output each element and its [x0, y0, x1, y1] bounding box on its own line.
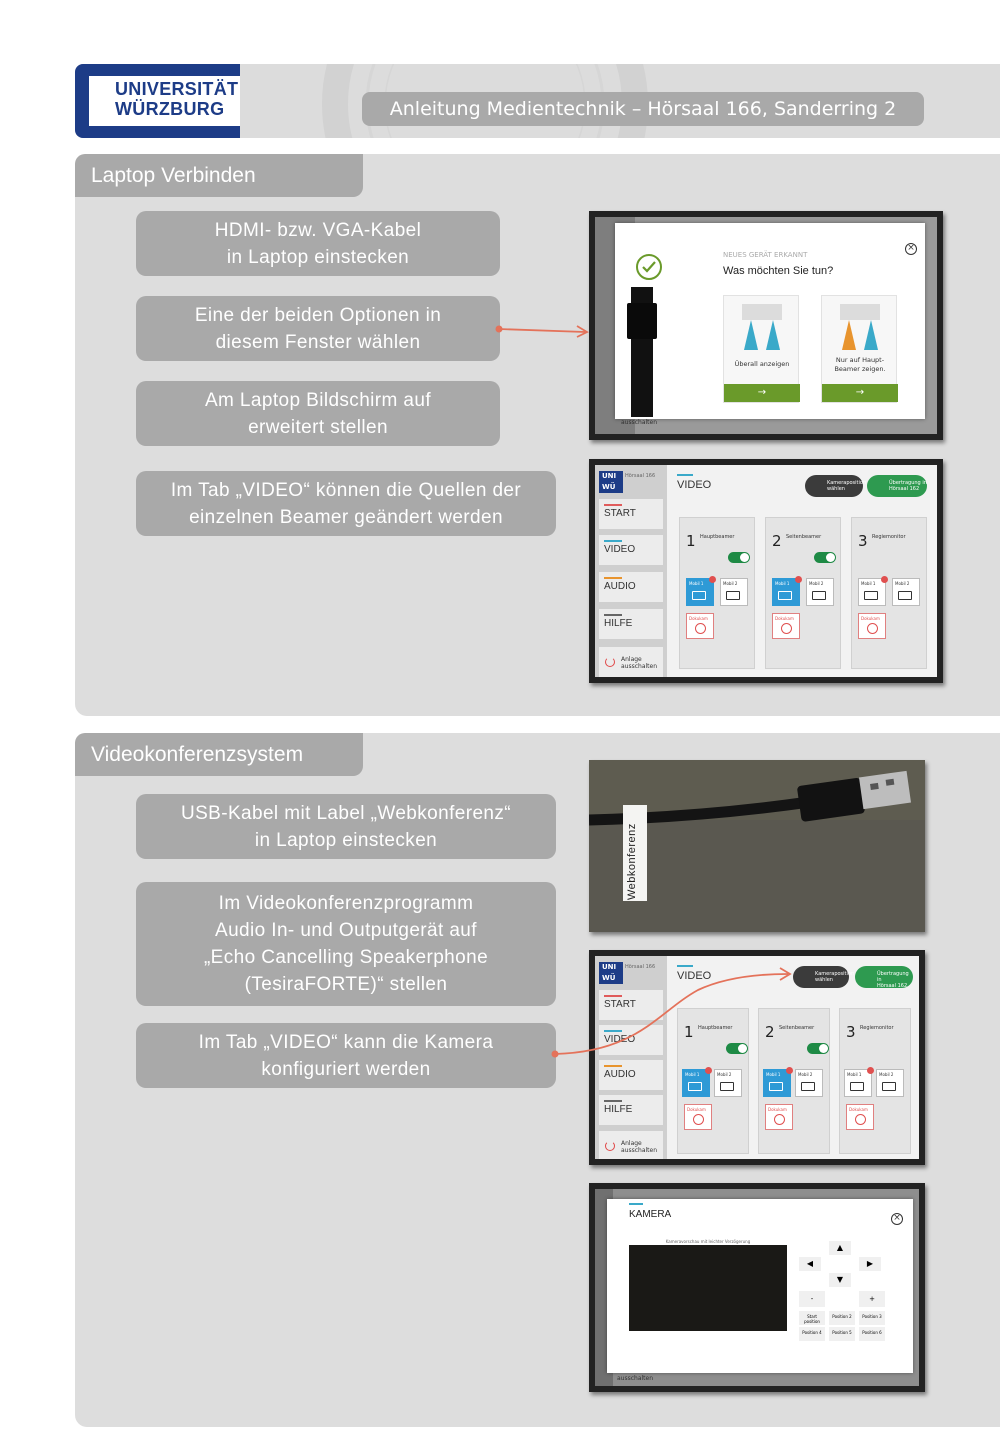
preview-caption: Kameravorschau mit leichter Verzögerung — [665, 1239, 751, 1244]
zoom-out-button[interactable]: - — [799, 1291, 825, 1307]
section-title-videoconference: Videokonferenzsystem — [75, 733, 363, 776]
preset-button[interactable]: Position 6 — [859, 1327, 885, 1341]
camera-dialog — [607, 1199, 913, 1373]
beamer-number: 2 — [772, 532, 782, 550]
webkonferenz-label: Webkonferenz — [626, 823, 638, 900]
step-text: Im Tab „VIDEO“ können die Quellen der — [170, 479, 522, 501]
transfer-button[interactable] — [867, 475, 927, 497]
source-dokukam[interactable]: Dokukam — [846, 1104, 874, 1130]
option2-label — [822, 356, 898, 374]
beamer-number: 3 — [846, 1023, 856, 1041]
close-icon[interactable]: × — [891, 1213, 903, 1225]
preset-button[interactable]: Position 3 — [859, 1311, 885, 1325]
camera-btn-l1: Kameraposition — [827, 480, 867, 486]
beamer-toggle[interactable] — [814, 552, 836, 563]
dialog-subtitle: NEUES GERÄT ERKANNT — [723, 251, 808, 259]
option1-label: Überall anzeigen — [734, 360, 790, 368]
source-mobil2[interactable]: Mobil 2 — [714, 1069, 742, 1097]
source-mobil2[interactable]: Mobil 2 — [876, 1069, 904, 1097]
step-text: Eine der beiden Optionen in — [194, 304, 442, 326]
screenshot-camera-dialog — [589, 1183, 925, 1392]
source-mobil2[interactable]: Mobil 2 — [806, 578, 834, 606]
nav-audio[interactable]: AUDIO — [599, 572, 663, 602]
bg-off-label: ausschalten — [621, 419, 658, 426]
tilt-down-button[interactable]: ▼ — [829, 1273, 851, 1287]
uni-logo-small: UNI WÜ — [599, 471, 623, 493]
step-text: HDMI- bzw. VGA-Kabel — [214, 219, 422, 241]
step-text: „Echo Cancelling Speakerphone — [203, 947, 489, 968]
uni-logo-small: UNI WÜ — [599, 962, 623, 984]
step-box-options — [136, 296, 500, 361]
option-main-beamer-only[interactable] — [821, 295, 897, 403]
beamer-name: Regiemonitor — [860, 1025, 894, 1031]
pan-left-button[interactable]: ◀ — [799, 1257, 821, 1271]
step-text: in Laptop einstecken — [226, 246, 410, 268]
projector-icon — [740, 304, 784, 350]
nav-video[interactable]: VIDEO — [599, 1025, 663, 1055]
preset-button[interactable]: Position 4 — [799, 1327, 825, 1341]
beamer-card-3 — [839, 1008, 911, 1154]
close-icon[interactable]: × — [905, 243, 917, 255]
beamer-number: 2 — [765, 1023, 775, 1041]
beamer-card-2 — [765, 517, 841, 669]
source-dokukam[interactable]: Dokukam — [772, 613, 800, 639]
step-box-video-tab — [136, 471, 556, 536]
usb-cable-icon — [589, 760, 925, 932]
step-text: Im Tab „VIDEO“ kann die Kamera — [198, 1031, 494, 1053]
sidebar — [595, 465, 667, 677]
nav-start[interactable]: START — [599, 499, 663, 529]
step-box-cable — [136, 211, 500, 276]
tab-title: VIDEO — [677, 479, 712, 491]
nav-hilfe[interactable]: HILFE — [599, 609, 663, 639]
transfer-btn-l2: Hörsaal 162 — [889, 486, 920, 492]
beamer-name: Seitenbeamer — [779, 1025, 815, 1031]
bg-off-label: ausschalten — [617, 1375, 654, 1382]
nav-start[interactable]: START — [599, 990, 663, 1020]
section-title-laptop: Laptop Verbinden — [75, 154, 363, 197]
screenshot-new-device-dialog — [589, 211, 943, 440]
camera-position-button[interactable] — [805, 475, 867, 497]
beamer-number: 3 — [858, 532, 868, 550]
check-icon — [633, 251, 665, 283]
transfer-btn-l2: Hörsaal 162 — [877, 983, 908, 989]
camera-btn-l2: wählen — [815, 977, 833, 983]
nav-video[interactable]: VIDEO — [599, 535, 663, 565]
step-text: Am Laptop Bildschirm auf — [204, 389, 432, 411]
source-dokukam[interactable]: Dokukam — [858, 613, 886, 639]
source-dokukam[interactable]: Dokukam — [686, 613, 714, 639]
power-icon — [605, 1141, 615, 1151]
camera-title: KAMERA — [629, 1209, 672, 1220]
projector-icon — [838, 304, 882, 350]
step-text: diesem Fenster wählen — [215, 331, 421, 353]
power-off-button[interactable] — [599, 1131, 663, 1159]
power-label-l1: Anlage — [621, 656, 642, 663]
step-text: (TesiraFORTE)“ stellen — [244, 974, 448, 995]
step-box-audio-device — [136, 882, 556, 1006]
source-dokukam[interactable]: Dokukam — [684, 1104, 712, 1130]
option2-label-l2: Beamer zeigen. — [834, 365, 886, 373]
option-show-everywhere[interactable] — [723, 295, 799, 403]
source-dokukam[interactable]: Dokukam — [765, 1104, 793, 1130]
transfer-btn-l1: Übertragung in — [889, 480, 927, 486]
usb-cable-photo — [589, 760, 925, 932]
source-mobil1[interactable]: Mobil 1 — [682, 1069, 710, 1097]
room-label: Hörsaal 166 — [625, 964, 656, 970]
beamer-card-3 — [851, 517, 927, 669]
beamer-number: 1 — [684, 1023, 694, 1041]
zoom-in-button[interactable]: + — [859, 1291, 885, 1307]
beamer-toggle[interactable] — [807, 1043, 829, 1054]
arrow-icon — [548, 962, 808, 1062]
transfer-button[interactable] — [855, 966, 913, 988]
logo-line1: UNIVERSITÄT — [115, 79, 239, 99]
transfer-btn-l1: Übertragung in — [877, 971, 909, 983]
tilt-up-button[interactable]: ▲ — [829, 1241, 851, 1255]
screenshot-video-tab — [589, 459, 943, 683]
preset-button[interactable]: Start position — [799, 1311, 825, 1325]
beamer-name: Hauptbeamer — [698, 1025, 733, 1031]
source-mobil1[interactable]: Mobil 1 — [844, 1069, 872, 1097]
option2-arrow-button[interactable]: → — [822, 384, 898, 402]
option2-label-l1: Nur auf Haupt- — [835, 356, 885, 364]
step-text: einzelnen Beamer geändert werden — [189, 506, 503, 528]
tab-title: VIDEO — [677, 970, 712, 982]
step-text: USB-Kabel mit Label „Webkonferenz“ — [180, 802, 512, 824]
beamer-card-1 — [679, 517, 755, 669]
step-box-extend — [136, 381, 500, 446]
preset-button[interactable]: Position 2 — [829, 1311, 855, 1325]
step-text: Im Videokonferenzprogramm — [218, 893, 474, 914]
new-device-dialog — [615, 223, 925, 419]
source-mobil1[interactable]: Mobil 1 — [686, 578, 714, 606]
nav-hilfe[interactable]: HILFE — [599, 1095, 663, 1125]
source-mobil2[interactable]: Mobil 2 — [795, 1069, 823, 1097]
nav-audio[interactable]: AUDIO — [599, 1060, 663, 1090]
pan-right-button[interactable]: ▶ — [859, 1257, 881, 1271]
source-mobil1[interactable]: Mobil 1 — [772, 578, 800, 606]
source-mobil2[interactable]: Mobil 2 — [892, 578, 920, 606]
step-text: in Laptop einstecken — [254, 829, 438, 851]
dialog-question: Was möchten Sie tun? — [723, 265, 834, 277]
camera-preview — [629, 1245, 787, 1331]
step-text: Audio In- und Outputgerät auf — [215, 920, 477, 941]
option1-arrow-button[interactable]: → — [724, 384, 800, 402]
beamer-toggle[interactable] — [728, 552, 750, 563]
power-label-l2: ausschalten — [621, 1147, 658, 1154]
source-mobil2[interactable]: Mobil 2 — [720, 578, 748, 606]
step-text: erweitert stellen — [248, 416, 388, 438]
document-title: Anleitung Medientechnik – Hörsaal 166, Sanderring 2 — [362, 92, 924, 126]
beamer-name: Seitenbeamer — [786, 534, 822, 540]
room-label: Hörsaal 166 — [625, 473, 656, 479]
camera-btn-l1: Kameraposition — [815, 971, 855, 977]
power-label-l2: ausschalten — [621, 663, 658, 670]
video-panel — [595, 465, 937, 677]
arrow-icon — [495, 320, 595, 340]
power-off-button[interactable] — [599, 647, 663, 677]
power-label-l1: Anlage — [621, 1140, 642, 1147]
beamer-name: Regiemonitor — [872, 534, 906, 540]
logo-line2: WÜRZBURG — [115, 99, 225, 119]
source-mobil1[interactable]: Mobil 1 — [763, 1069, 791, 1097]
step-box-camera — [136, 1023, 556, 1088]
logo-top-text: Julius-Maximilians- — [150, 66, 235, 77]
beamer-number: 1 — [686, 532, 696, 550]
preset-button[interactable]: Position 5 — [829, 1327, 855, 1341]
source-mobil1[interactable]: Mobil 1 — [858, 578, 886, 606]
beamer-name: Hauptbeamer — [700, 534, 735, 540]
step-text: konfiguriert werden — [261, 1058, 431, 1080]
camera-btn-l2: wählen — [827, 486, 845, 492]
power-icon — [605, 657, 615, 667]
step-box-usb — [136, 794, 556, 859]
